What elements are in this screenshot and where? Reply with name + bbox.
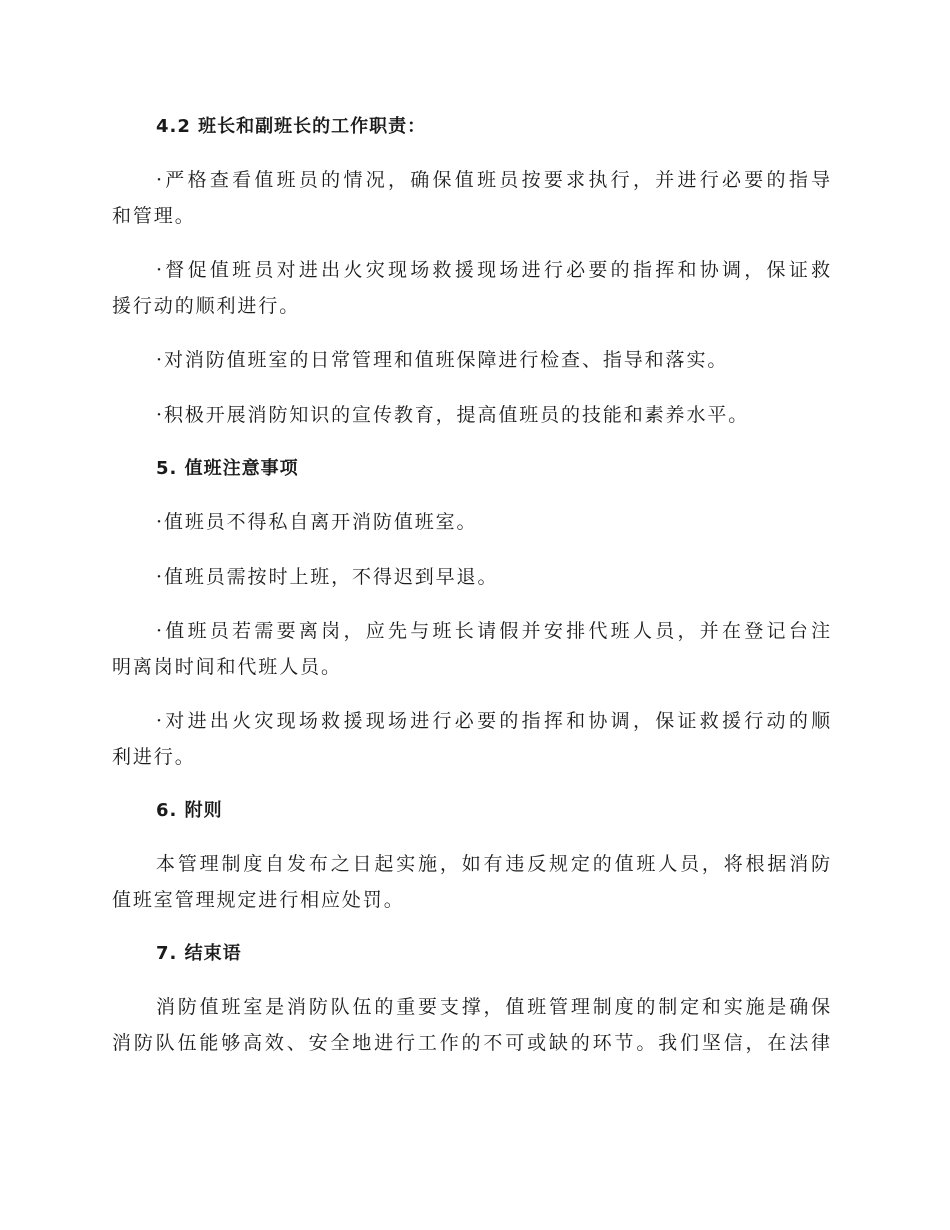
paragraph-line: 本管理制度自发布之日起实施，如有违反规定的值班人员，将根据消防: [156, 853, 832, 875]
paragraph-line: 值班室管理规定进行相应处罚。: [112, 889, 405, 911]
bullet-line: 利进行。: [112, 746, 196, 768]
paragraph-line: 消防队伍能够高效、安全地进行工作的不可或缺的环节。我们坚信，在法律: [112, 1032, 832, 1054]
bullet-line: ·督促值班员对进出火灾现场救援现场进行必要的指挥和协调，保证救: [156, 259, 832, 281]
bullet-line: 和管理。: [112, 205, 196, 227]
paragraph-line: 消防值班室是消防队伍的重要支撑，值班管理制度的制定和实施是确保: [156, 996, 832, 1018]
bullet-line: ·对消防值班室的日常管理和值班保障进行检查、指导和落实。: [156, 349, 729, 371]
bullet-line: ·严格查看值班员的情况，确保值班员按要求执行，并进行必要的指导: [156, 169, 832, 191]
section-7-heading: 7. 结束语: [156, 943, 242, 964]
section-5-heading: 5. 值班注意事项: [156, 458, 299, 479]
bullet-line: ·积极开展消防知识的宣传教育，提高值班员的技能和素养水平。: [156, 404, 750, 426]
section-4-2-heading: 4.2 班长和副班长的工作职责：: [156, 116, 427, 137]
bullet-line: 援行动的顺利进行。: [112, 295, 301, 317]
bullet-line: ·值班员不得私自离开消防值班室。: [156, 511, 478, 533]
bullet-line: ·值班员若需要离岗，应先与班长请假并安排代班人员，并在登记台注: [156, 620, 832, 642]
bullet-line: 明离岗时间和代班人员。: [112, 656, 342, 678]
section-6-heading: 6. 附则: [156, 800, 223, 821]
bullet-line: ·对进出火灾现场救援现场进行必要的指挥和协调，保证救援行动的顺: [156, 710, 832, 732]
bullet-line: ·值班员需按时上班，不得迟到早退。: [156, 566, 499, 588]
